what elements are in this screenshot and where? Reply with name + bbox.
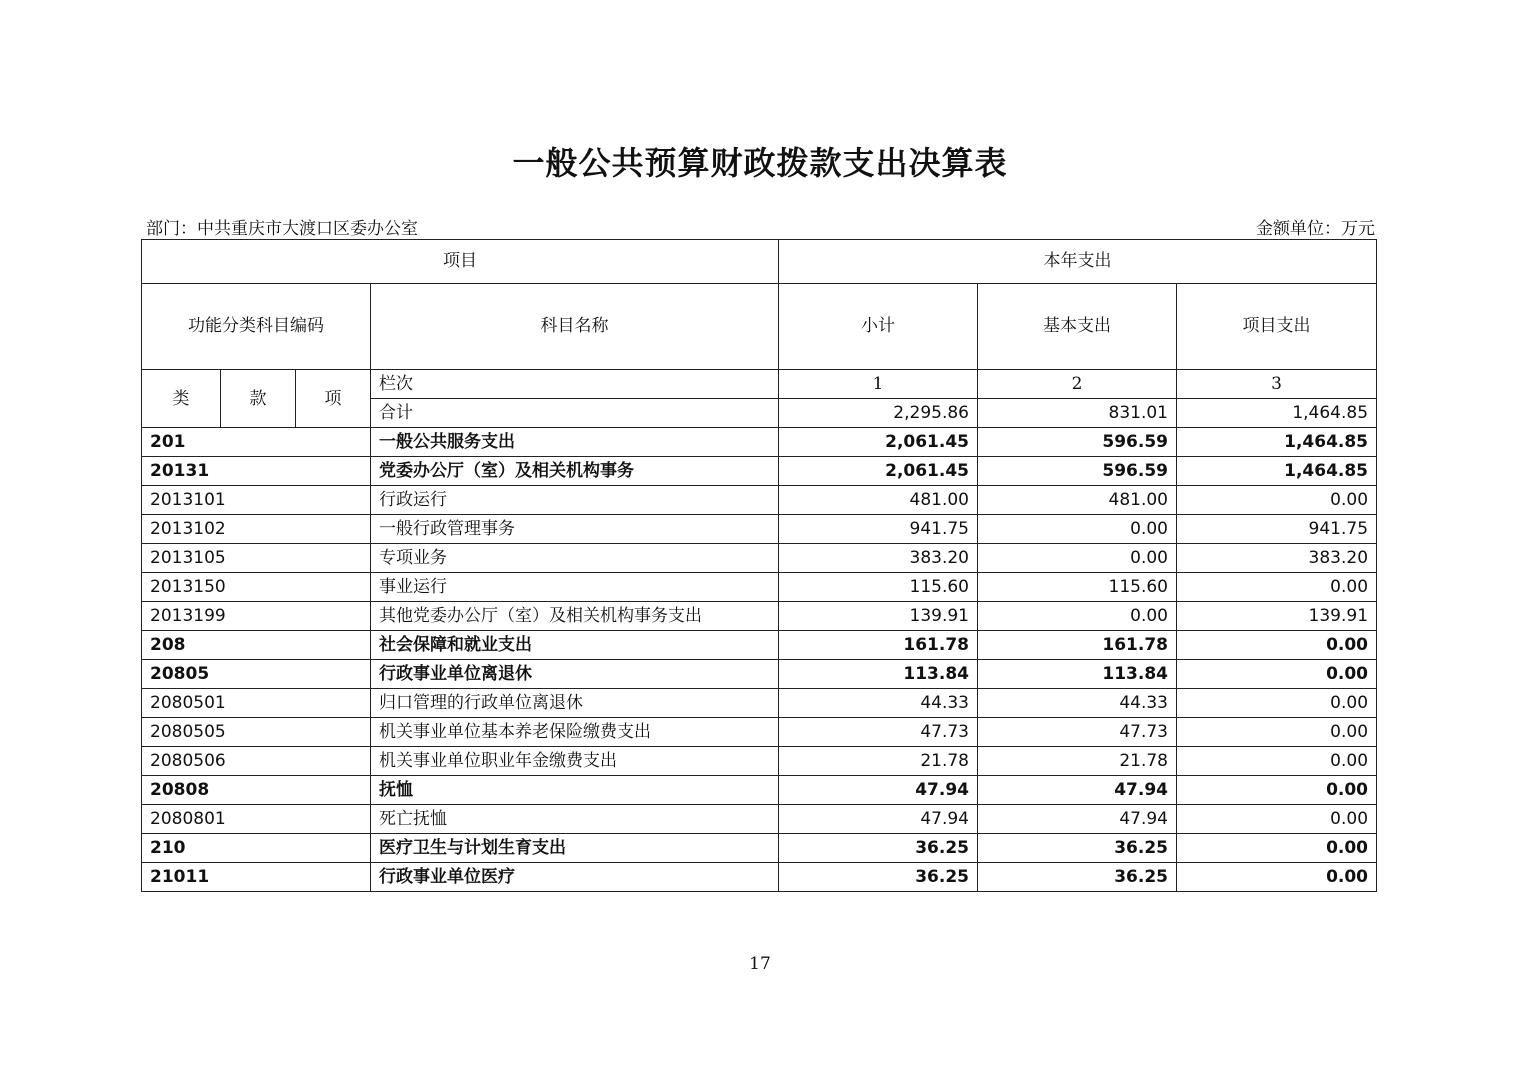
- header-basic: 基本支出: [978, 284, 1177, 370]
- row-subtotal: 36.25: [779, 863, 978, 892]
- total-basic: 831.01: [978, 399, 1177, 428]
- table-row: [142, 776, 1377, 805]
- row-subject-name: 其他党委办公厅（室）及相关机构事务支出: [371, 602, 779, 631]
- row-subtotal: 139.91: [779, 602, 978, 631]
- row-basic: 161.78: [978, 631, 1177, 660]
- row-project: 0.00: [1177, 718, 1377, 747]
- row-basic: 0.00: [978, 515, 1177, 544]
- table-row: [142, 544, 1377, 573]
- column-index-2: 2: [978, 370, 1177, 399]
- row-subtotal: 47.94: [779, 776, 978, 805]
- row-subtotal: 113.84: [779, 660, 978, 689]
- row-subtotal: 2,061.45: [779, 457, 978, 486]
- header-xiang: 项: [296, 370, 371, 428]
- row-project: 1,464.85: [1177, 457, 1377, 486]
- header-subject-name: 科目名称: [371, 284, 779, 370]
- row-subtotal: 47.73: [779, 718, 978, 747]
- row-code: 2080801: [142, 805, 371, 834]
- row-project: 139.91: [1177, 602, 1377, 631]
- row-code: 2080505: [142, 718, 371, 747]
- header-project: 项目: [142, 240, 779, 284]
- row-project: 0.00: [1177, 486, 1377, 515]
- page-title: 一般公共预算财政拨款支出决算表: [512, 144, 1008, 182]
- row-basic: 36.25: [978, 863, 1177, 892]
- row-subject-name: 一般公共服务支出: [371, 428, 779, 457]
- column-index-row: [142, 370, 1377, 399]
- row-subject-name: 医疗卫生与计划生育支出: [371, 834, 779, 863]
- row-code: 2013101: [142, 486, 371, 515]
- table-row: [142, 863, 1377, 892]
- row-project: 0.00: [1177, 834, 1377, 863]
- row-subtotal: 383.20: [779, 544, 978, 573]
- header-row-2: [142, 284, 1377, 370]
- row-subject-name: 党委办公厅（室）及相关机构事务: [371, 457, 779, 486]
- column-index-1: 1: [779, 370, 978, 399]
- row-code: 2080506: [142, 747, 371, 776]
- row-basic: 115.60: [978, 573, 1177, 602]
- row-subtotal: 481.00: [779, 486, 978, 515]
- row-code: 2080501: [142, 689, 371, 718]
- total-label: 合计: [371, 399, 779, 428]
- row-subject-name: 专项业务: [371, 544, 779, 573]
- table-row: [142, 834, 1377, 863]
- table-row: [142, 660, 1377, 689]
- header-lei: 类: [142, 370, 221, 428]
- row-project: 0.00: [1177, 660, 1377, 689]
- row-code: 208: [142, 631, 371, 660]
- row-basic: 21.78: [978, 747, 1177, 776]
- row-subject-name: 归口管理的行政单位离退休: [371, 689, 779, 718]
- row-code: 201: [142, 428, 371, 457]
- row-code: 2013150: [142, 573, 371, 602]
- row-code: 2013102: [142, 515, 371, 544]
- row-project: 0.00: [1177, 631, 1377, 660]
- row-subject-name: 机关事业单位基本养老保险缴费支出: [371, 718, 779, 747]
- row-subtotal: 21.78: [779, 747, 978, 776]
- row-basic: 0.00: [978, 602, 1177, 631]
- row-basic: 596.59: [978, 428, 1177, 457]
- row-code: 21011: [142, 863, 371, 892]
- row-subtotal: 941.75: [779, 515, 978, 544]
- row-basic: 596.59: [978, 457, 1177, 486]
- table-row: [142, 515, 1377, 544]
- row-subtotal: 36.25: [779, 834, 978, 863]
- row-subject-name: 一般行政管理事务: [371, 515, 779, 544]
- header-kuan: 款: [221, 370, 296, 428]
- header-row-1: [142, 240, 1377, 284]
- page-number: 17: [749, 954, 771, 974]
- table-row: [142, 718, 1377, 747]
- table-row: [142, 631, 1377, 660]
- table-row: [142, 689, 1377, 718]
- row-code: 210: [142, 834, 371, 863]
- table-row: [142, 457, 1377, 486]
- row-project: 0.00: [1177, 689, 1377, 718]
- row-subtotal: 2,061.45: [779, 428, 978, 457]
- unit-label: 金额单位：万元: [1256, 219, 1375, 239]
- row-basic: 113.84: [978, 660, 1177, 689]
- row-code: 20808: [142, 776, 371, 805]
- row-subject-name: 事业运行: [371, 573, 779, 602]
- row-subject-name: 死亡抚恤: [371, 805, 779, 834]
- row-subtotal: 161.78: [779, 631, 978, 660]
- row-basic: 481.00: [978, 486, 1177, 515]
- row-basic: 36.25: [978, 834, 1177, 863]
- row-project: 941.75: [1177, 515, 1377, 544]
- row-subtotal: 115.60: [779, 573, 978, 602]
- row-code: 2013199: [142, 602, 371, 631]
- row-subtotal: 44.33: [779, 689, 978, 718]
- row-project: 383.20: [1177, 544, 1377, 573]
- row-subject-name: 行政事业单位离退休: [371, 660, 779, 689]
- row-basic: 44.33: [978, 689, 1177, 718]
- total-subtotal: 2,295.86: [779, 399, 978, 428]
- row-subject-name: 机关事业单位职业年金缴费支出: [371, 747, 779, 776]
- expense-table: [141, 239, 1377, 892]
- row-project: 0.00: [1177, 747, 1377, 776]
- table-row: [142, 747, 1377, 776]
- row-subject-name: 行政运行: [371, 486, 779, 515]
- header-project-exp: 项目支出: [1177, 284, 1377, 370]
- row-code: 20131: [142, 457, 371, 486]
- header-subtotal: 小计: [779, 284, 978, 370]
- row-basic: 0.00: [978, 544, 1177, 573]
- row-subject-name: 行政事业单位医疗: [371, 863, 779, 892]
- table-row: [142, 486, 1377, 515]
- column-index-label: 栏次: [371, 370, 779, 399]
- row-project: 0.00: [1177, 863, 1377, 892]
- row-code: 2013105: [142, 544, 371, 573]
- department-label: 部门：中共重庆市大渡口区委办公室: [146, 219, 418, 239]
- row-project: 0.00: [1177, 805, 1377, 834]
- table-row: [142, 805, 1377, 834]
- row-basic: 47.73: [978, 718, 1177, 747]
- row-subject-name: 社会保障和就业支出: [371, 631, 779, 660]
- table-row: [142, 573, 1377, 602]
- total-project: 1,464.85: [1177, 399, 1377, 428]
- header-current-year-expense: 本年支出: [779, 240, 1377, 284]
- row-subject-name: 抚恤: [371, 776, 779, 805]
- row-project: 0.00: [1177, 776, 1377, 805]
- table-row: [142, 428, 1377, 457]
- row-code: 20805: [142, 660, 371, 689]
- row-subtotal: 47.94: [779, 805, 978, 834]
- row-basic: 47.94: [978, 776, 1177, 805]
- header-func-code: 功能分类科目编码: [142, 284, 371, 370]
- row-project: 1,464.85: [1177, 428, 1377, 457]
- row-project: 0.00: [1177, 573, 1377, 602]
- table-row: [142, 602, 1377, 631]
- column-index-3: 3: [1177, 370, 1377, 399]
- row-basic: 47.94: [978, 805, 1177, 834]
